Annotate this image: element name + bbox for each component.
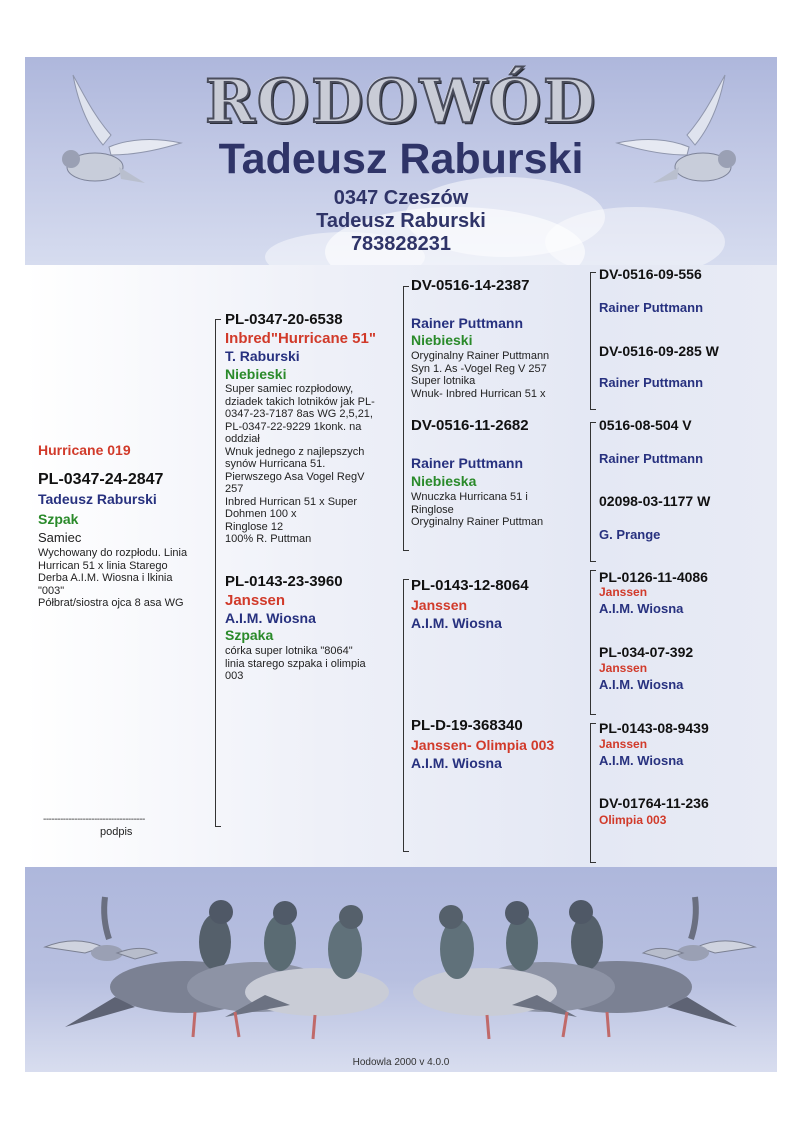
ggp-5-ring: PL-0126-11-4086 (599, 569, 708, 585)
sire-owner: T. Raburski (225, 348, 300, 364)
software-credit: Hodowla 2000 v 4.0.0 (352, 1057, 450, 1068)
dam-name: Janssen (225, 592, 286, 609)
bracket-subject (215, 319, 216, 827)
gp-ss-notes: Oryginalny Rainer Puttmann Syn 1. As -Vogel Reg V 257 Super lotnika Wnuk- Inbred Hurrican 51 x (411, 350, 550, 400)
ggp-1-owner: Rainer Puttmann (599, 300, 704, 315)
small-pigeon-left-icon (45, 897, 157, 961)
ggp-4-ring: 02098-03-1177 W (599, 493, 711, 509)
bracket-ggp-3 (590, 570, 591, 715)
bracket-dam (403, 579, 404, 852)
small-pigeon-right-icon (643, 897, 755, 961)
standing-pigeons-right-icon (413, 900, 737, 1039)
sire-color: Niebieski (225, 366, 287, 382)
gp-sd-ring: DV-0516-11-2682 (411, 417, 529, 434)
gp-ss-color: Niebieski (411, 332, 473, 348)
bracket-ggp-1 (590, 272, 591, 410)
ggp-5-name: Janssen (599, 585, 648, 599)
gp-dd-name: Janssen- Olimpia 003 (411, 737, 555, 753)
standing-pigeons-left-icon (65, 900, 389, 1039)
pigeon-group-illustration (25, 867, 777, 1072)
gp-ss-ring: DV-0516-14-2387 (411, 277, 530, 294)
ggp-2-owner: Rainer Puttmann (599, 375, 704, 390)
gp-ss-owner: Rainer Puttmann (411, 315, 524, 331)
ggp-7-ring: PL-0143-08-9439 (599, 720, 709, 736)
ggp-8-name: Olimpia 003 (599, 813, 667, 827)
gp-ds-ring: PL-0143-12-8064 (411, 577, 529, 594)
dam-ring: PL-0143-23-3960 (225, 573, 343, 590)
breeder-phone: 783828231 (350, 233, 452, 255)
ggp-6-owner: A.I.M. Wiosna (599, 677, 684, 692)
dam-notes: córka super lotnika "8064" linia starego szpaka i olimpia 003 (225, 645, 366, 682)
header-banner (25, 57, 777, 265)
sire-notes: Super samiec rozpłodowy, dziadek takich lotników jak PL- 0347-23-7187 8as WG 2,5,21, PL-0347-22-9229 1konk. na oddział Wnuk jednego z najlepszych synów Hurricana 51. Pierwszego Asa Vogel RegV 257 Inbred Hurrican 51 x Super Dohmen 100 x Ringlose 12 100% R. Puttman (225, 383, 375, 545)
signature-label: podpis (100, 826, 133, 838)
subject-ring: PL-0347-24-2847 (38, 471, 164, 488)
subject-notes: Wychowany do rozpłodu. Linia Hurrican 51 x linia Starego Derba A.I.M. Wiosna i lkinia "003" Półbrat/siostra ojca 8 asa WG (38, 547, 188, 609)
ggp-7-name: Janssen (599, 737, 648, 751)
bracket-ggp-4 (590, 723, 591, 863)
bracket-ggp-2 (590, 422, 591, 562)
gp-sd-owner: Rainer Puttmann (411, 455, 524, 471)
ggp-6-ring: PL-034-07-392 (599, 644, 694, 660)
ggp-4-owner: G. Prange (599, 527, 661, 542)
signature-line: ------------------------------------ (43, 814, 145, 825)
ggp-1-ring: DV-0516-09-556 (599, 266, 702, 282)
subject-color: Szpak (38, 511, 79, 527)
breeder-name-heading: Tadeusz Raburski (218, 135, 584, 183)
breeder-address: 0347 Czeszów (333, 187, 469, 209)
gp-dd-owner: A.I.M. Wiosna (411, 755, 502, 771)
bracket-sire (403, 286, 404, 551)
subject-owner: Tadeusz Raburski (38, 491, 157, 507)
sire-name: Inbred"Hurricane 51" (225, 330, 376, 347)
document-title: RODOWÓD (204, 67, 598, 137)
subject-name: Hurricane 019 (38, 442, 131, 458)
ggp-6-name: Janssen (599, 661, 648, 675)
gp-dd-ring: PL-D-19-368340 (411, 717, 523, 734)
ggp-7-owner: A.I.M. Wiosna (599, 753, 684, 768)
dam-owner: A.I.M. Wiosna (225, 610, 316, 626)
ggp-2-ring: DV-0516-09-285 W (599, 343, 719, 359)
gp-sd-notes: Wnuczka Hurricana 51 i Ringlose Oryginalny Rainer Puttman (411, 491, 544, 528)
ggp-3-owner: Rainer Puttmann (599, 451, 704, 466)
ggp-5-owner: A.I.M. Wiosna (599, 601, 684, 616)
ggp-8-ring: DV-01764-11-236 (599, 795, 709, 811)
ggp-3-ring: 0516-08-504 V (599, 417, 692, 433)
sire-ring: PL-0347-20-6538 (225, 311, 343, 328)
dam-color: Szpaka (225, 627, 274, 643)
pedigree-sheet (25, 57, 777, 1072)
gp-sd-color: Niebieska (411, 473, 477, 489)
gp-ds-owner: A.I.M. Wiosna (411, 615, 502, 631)
footer-banner (25, 867, 777, 1072)
subject-sex: Samiec (38, 530, 82, 545)
breeder-name-line: Tadeusz Raburski (316, 210, 486, 232)
gp-ds-name: Janssen (411, 597, 468, 613)
